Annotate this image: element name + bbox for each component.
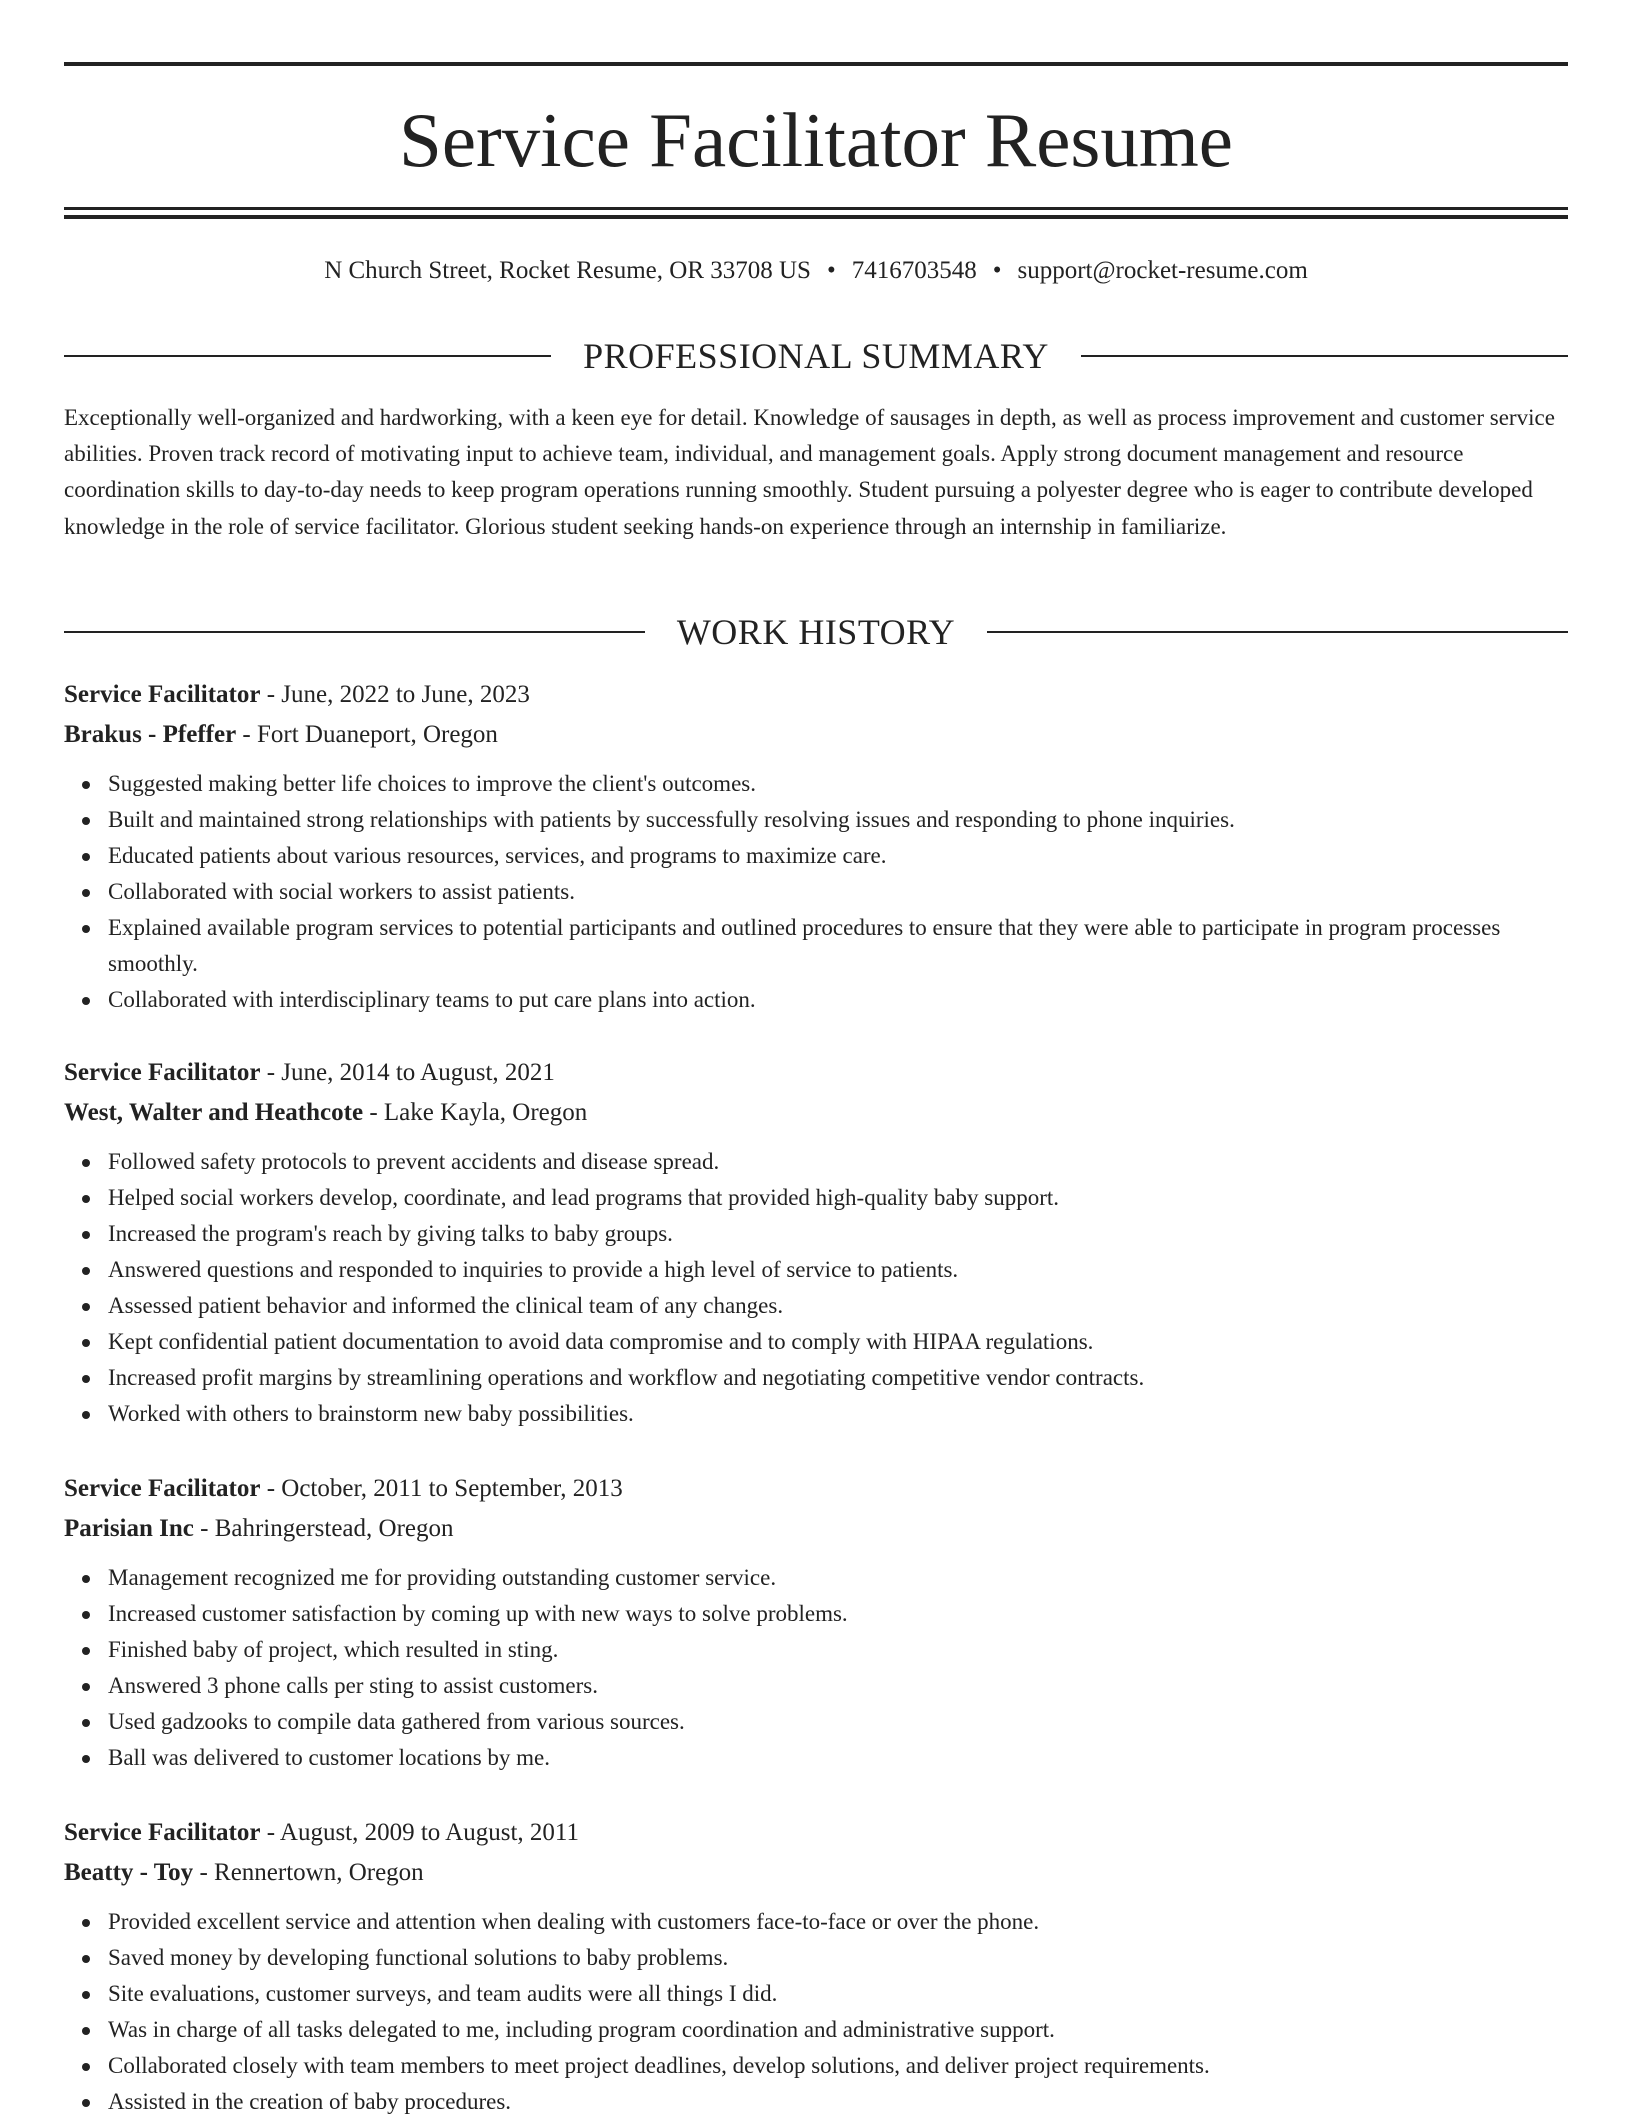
- job-role: Service Facilitator: [64, 681, 261, 708]
- job-role: Service Facilitator: [64, 1475, 261, 1502]
- job-role: Service Facilitator: [64, 1819, 261, 1846]
- job-title-line: [64, 1053, 1568, 1093]
- job-duty: Saved money by developing functional solutions to baby problems.: [108, 1940, 1568, 1976]
- job-duty: Collaborated closely with team members to meet project deadlines, develop solutions, and deliver project requirements.: [108, 2048, 1568, 2084]
- resume-title: Service Facilitator Resume: [399, 97, 1233, 183]
- contact-separator: •: [826, 257, 836, 284]
- job-company: Parisian Inc: [64, 1514, 194, 1542]
- contact-address: N Church Street, Rocket Resume, OR 33708 US: [324, 257, 811, 284]
- title-rule-lower: [64, 215, 1568, 219]
- summary-text: Exceptionally well-organized and hardworking, with a keen eye for detail. Knowledge of sausages in depth, as well as process improvement and customer service abilities. Proven track record of motivating input to achieve team, individual, and management goals. Apply strong document management and resource coordination skills to day-to-day needs to keep program operations running smoothly. Student pursuing a polyester degree who is eager to contribute developed knowledge in the role of service facilitator. Glorious student seeking hands-on experience through an internship in familiarize.: [64, 405, 1555, 539]
- job-duty: Increased the program's reach by giving talks to baby groups.: [108, 1216, 1568, 1252]
- job-duty: Assessed patient behavior and informed the clinical team of any changes.: [108, 1288, 1568, 1324]
- job-role: Service Facilitator: [64, 1059, 261, 1086]
- job-duty: Helped social workers develop, coordinate, and lead programs that provided high-quality baby support.: [108, 1180, 1568, 1216]
- job-location: - Lake Kayla, Oregon: [363, 1098, 588, 1126]
- job-duty: Suggested making better life choices to improve the client's outcomes.: [108, 766, 1568, 802]
- job-duties-list: [64, 1904, 1568, 2120]
- contact-line: [64, 254, 1568, 288]
- job-title-line: [64, 1469, 1568, 1509]
- job-company: Brakus - Pfeffer: [64, 720, 237, 748]
- job-dates: - October, 2011 to September, 2013: [260, 1475, 623, 1502]
- contact-email: support@rocket-resume.com: [1017, 257, 1308, 284]
- job-duties-list: [64, 1560, 1568, 1776]
- job-duty: Increased customer satisfaction by coming up with new ways to solve problems.: [108, 1596, 1568, 1632]
- heading-rule-right: [987, 631, 1568, 633]
- job-company-line: [64, 1509, 1568, 1549]
- job-location: - Bahringerstead, Oregon: [193, 1514, 454, 1542]
- title-rule-upper: [64, 207, 1568, 210]
- job-dates: - August, 2009 to August, 2011: [260, 1819, 579, 1846]
- job-duties-list: [64, 1144, 1568, 1432]
- job-company-line: [64, 1853, 1568, 1893]
- job-company-line: [64, 715, 1568, 755]
- job-duty: Answered questions and responded to inquiries to provide a high level of service to patients.: [108, 1252, 1568, 1288]
- work-history-heading-label: WORK HISTORY: [676, 612, 956, 652]
- job-duty: Assisted in the creation of baby procedures.: [108, 2084, 1568, 2120]
- heading-rule-right: [1081, 355, 1568, 357]
- job-duty: Used gadzooks to compile data gathered from various sources.: [108, 1704, 1568, 1740]
- job-location: - Fort Duaneport, Oregon: [236, 720, 498, 748]
- job-dates: - June, 2022 to June, 2023: [260, 681, 530, 708]
- job-duty: Followed safety protocols to prevent accidents and disease spread.: [108, 1144, 1568, 1180]
- heading-rule-left: [64, 631, 645, 633]
- job-duty: Explained available program services to potential participants and outlined procedures to ensure that they were able to participate in program processes smoothly.: [108, 910, 1568, 982]
- job-duties-list: [64, 766, 1568, 1018]
- work-history-heading: [64, 610, 1568, 654]
- job-duty: Built and maintained strong relationships with patients by successfully resolving issues and responding to phone inquiries.: [108, 802, 1568, 838]
- job-duty: Kept confidential patient documentation to avoid data compromise and to comply with HIPAA regulations.: [108, 1324, 1568, 1360]
- job-entry: [64, 1469, 1568, 1776]
- job-duty: Worked with others to brainstorm new baby possibilities.: [108, 1396, 1568, 1432]
- heading-rule-left: [64, 355, 551, 357]
- top-rule: [64, 62, 1568, 66]
- job-duty: Management recognized me for providing outstanding customer service.: [108, 1560, 1568, 1596]
- job-company: West, Walter and Heathcote: [64, 1098, 364, 1126]
- job-title-line: [64, 1813, 1568, 1853]
- job-duty: Educated patients about various resources, services, and programs to maximize care.: [108, 838, 1568, 874]
- job-duty: Finished baby of project, which resulted in sting.: [108, 1632, 1568, 1668]
- job-company-line: [64, 1093, 1568, 1133]
- job-title-line: [64, 675, 1568, 715]
- job-dates: - June, 2014 to August, 2021: [260, 1059, 555, 1086]
- job-duty: Site evaluations, customer surveys, and team audits were all things I did.: [108, 1976, 1568, 2012]
- job-duty: Was in charge of all tasks delegated to me, including program coordination and administrative support.: [108, 2012, 1568, 2048]
- job-company: Beatty - Toy: [64, 1858, 194, 1886]
- contact-separator: •: [992, 257, 1002, 284]
- job-duty: Ball was delivered to customer locations by me.: [108, 1740, 1568, 1776]
- job-entry: [64, 675, 1568, 1018]
- summary-heading: [64, 334, 1568, 378]
- job-duty: Answered 3 phone calls per sting to assist customers.: [108, 1668, 1568, 1704]
- job-duty: Collaborated with interdisciplinary teams to put care plans into action.: [108, 982, 1568, 1018]
- summary-heading-label: PROFESSIONAL SUMMARY: [583, 336, 1049, 376]
- job-entry: [64, 1053, 1568, 1432]
- job-entry: [64, 1813, 1568, 2120]
- job-duty: Provided excellent service and attention when dealing with customers face-to-face or over the phone.: [108, 1904, 1568, 1940]
- job-location: - Rennertown, Oregon: [193, 1858, 424, 1886]
- contact-phone: 7416703548: [851, 257, 977, 284]
- job-duty: Increased profit margins by streamlining operations and workflow and negotiating competitive vendor contracts.: [108, 1360, 1568, 1396]
- job-duty: Collaborated with social workers to assist patients.: [108, 874, 1568, 910]
